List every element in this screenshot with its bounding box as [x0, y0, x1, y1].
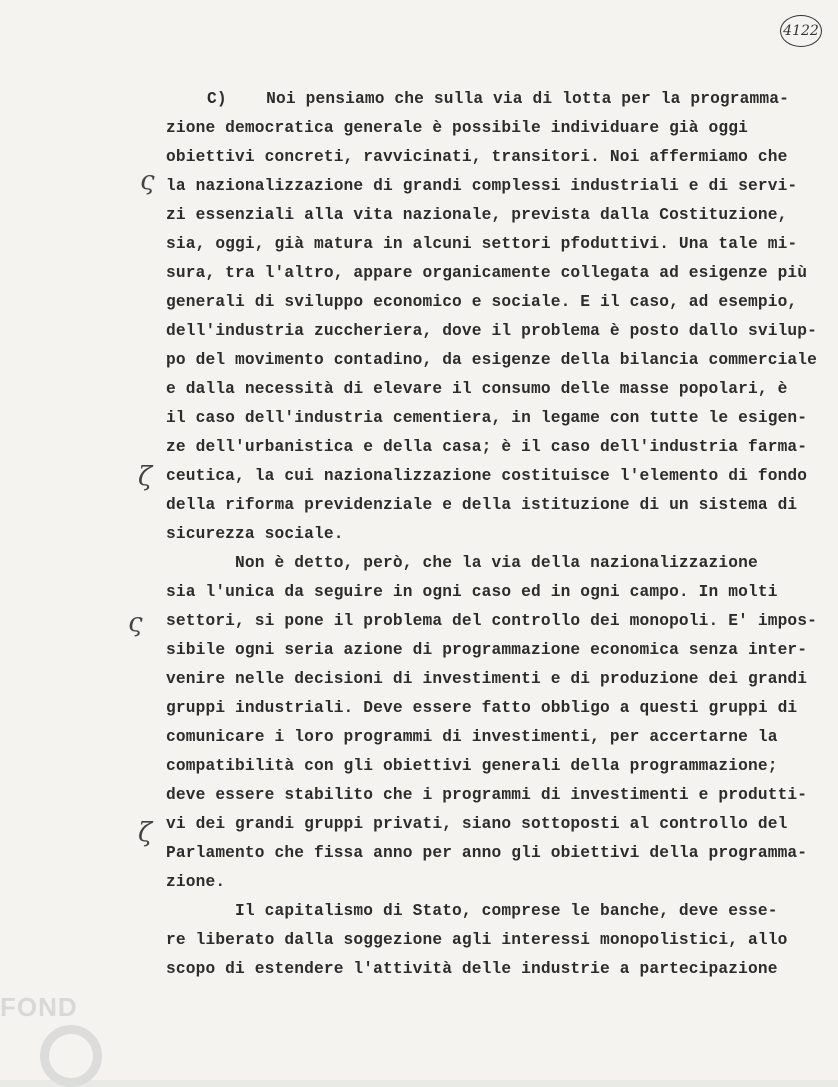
- text-line: sia l'unica da seguire in ogni caso ed in ogni campo. In molti: [166, 583, 778, 601]
- text-line: dell'industria zuccheriera, dove il problema è posto dallo svilup-: [166, 322, 818, 340]
- text-line: la nazionalizzazione di grandi complessi industriali e di servi-: [166, 177, 798, 195]
- text-line: scopo di estendere l'attività delle industrie a partecipazione: [166, 960, 778, 978]
- text-line: generali di sviluppo economico e sociale. E il caso, ad esempio,: [166, 293, 798, 311]
- text-line: Il capitalismo di Stato, comprese le banche, deve esse-: [166, 902, 778, 920]
- text-line: zione.: [166, 873, 226, 891]
- margin-mark: ζ: [138, 818, 153, 848]
- margin-mark: ζ: [138, 462, 153, 492]
- text-line: zi essenziali alla vita nazionale, prevista dalla Costituzione,: [166, 206, 788, 224]
- text-line: sura, tra l'altro, appare organicamente collegata ad esigenze più: [166, 264, 808, 282]
- margin-mark: ς: [140, 166, 155, 196]
- text-line: Parlamento che fissa anno per anno gli obiettivi della programma-: [166, 844, 808, 862]
- archive-watermark: FOND: [0, 992, 78, 1022]
- text-line: Non è detto, però, che la via della nazionalizzazione: [166, 554, 758, 572]
- text-line: re liberato dalla soggezione agli interessi monopolistici, allo: [166, 931, 788, 949]
- text-line: e dalla necessità di elevare il consumo delle masse popolari, è: [166, 380, 788, 398]
- text-line: sicurezza sociale.: [166, 525, 344, 543]
- text-line: venire nelle decisioni di investimenti e di produzione dei grandi: [166, 670, 808, 688]
- text-line: comunicare i loro programmi di investimenti, per accertarne la: [166, 728, 778, 746]
- margin-mark: ς: [128, 608, 143, 638]
- archive-logo-icon: [40, 1025, 102, 1087]
- text-line: zione democratica generale è possibile individuare già oggi: [166, 119, 748, 137]
- text-line: il caso dell'industria cementiera, in legame con tutte le esigen-: [166, 409, 808, 427]
- text-line: ze dell'urbanistica e della casa; è il caso dell'industria farma-: [166, 438, 808, 456]
- text-line: della riforma previdenziale e della istituzione di un sistema di: [166, 496, 798, 514]
- text-line: sia, oggi, già matura in alcuni settori pfoduttivi. Una tale mi-: [166, 235, 798, 253]
- text-line: compatibilità con gli obiettivi generali della programmazione;: [166, 757, 778, 775]
- text-line: C) Noi pensiamo che sulla via di lotta per la programma-: [207, 90, 789, 108]
- text-line: obiettivi concreti, ravvicinati, transitori. Noi affermiamo che: [166, 148, 788, 166]
- text-line: vi dei grandi gruppi privati, siano sottoposti al controllo del: [166, 815, 788, 833]
- text-line: deve essere stabilito che i programmi di investimenti e produtti-: [166, 786, 808, 804]
- page-number-stamp: 4122: [780, 15, 822, 47]
- text-line: sibile ogni seria azione di programmazione economica senza inter-: [166, 641, 808, 659]
- text-line: po del movimento contadino, da esigenze della bilancia commerciale: [166, 351, 818, 369]
- text-line: settori, si pone il problema del controllo dei monopoli. E' impos-: [166, 612, 818, 630]
- text-line: ceutica, la cui nazionalizzazione costituisce l'elemento di fondo: [166, 467, 808, 485]
- text-line: gruppi industriali. Deve essere fatto obbligo a questi gruppi di: [166, 699, 798, 717]
